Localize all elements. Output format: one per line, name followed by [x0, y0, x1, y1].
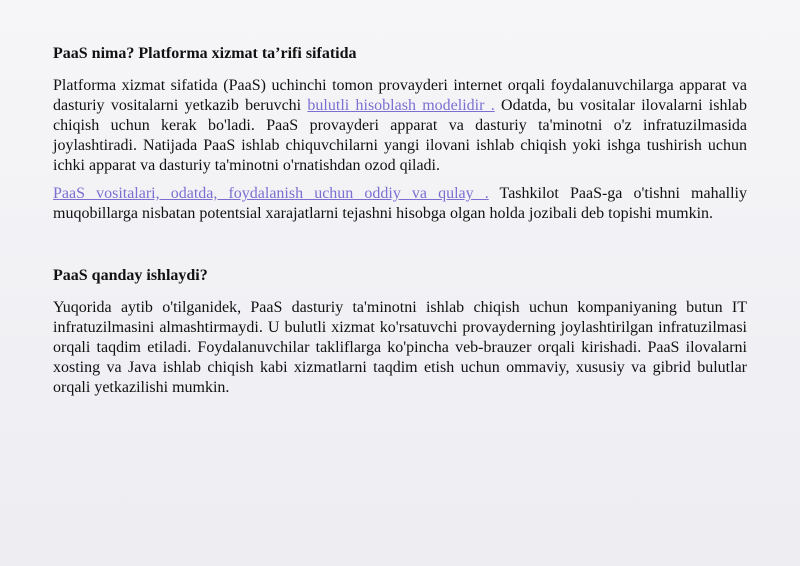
section-heading-paas-definition: PaaS nima? Platforma xizmat ta’rifi sifatida: [53, 45, 357, 62]
section-heading-how-paas-works: PaaS qanday ishlaydi?: [53, 267, 208, 284]
paragraph-how-paas-works: Yuqorida aytib o'tilganidek, PaaS dasturiy ta'minotni ishlab chiqish uchun kompaniyaning butun IT infratuzilmasini almashtirmaydi. U bulutli xizmat ko'rsatuvchi provayderning joylashtirilgan infratuzilmasi orqali taqdim etiladi. Foydalanuvchilar takliflarga ko'pincha veb-brauzer orqali kirishadi. PaaS ilovalarni xosting va Java ishlab chiqish kabi xizmatlarni taqdim etish uchun ommaviy, xususiy va gibrid bulutlar orqali yetkazilishi mumkin.: [53, 299, 747, 396]
link-paas-tools-simple[interactable]: PaaS vositalari, odatda, foydalanish uchun oddiy va qulay .: [53, 185, 489, 202]
paragraph-text: Platforma xizmat sifatida (PaaS) uchinchi tomon provayderi internet orqali foydalanuvchilarga apparat va dasturiy vositalarni yetkazib beruvchi: [53, 77, 747, 114]
paragraph-text: Odatda, bu vositalar ilovalarni ishlab chiqish uchun kerak bo'ladi. PaaS provayderi apparat va dasturiy ta'minotni o'z infratuzilmasida joylashtiradi. Natijada PaaS ishlab chiquvchilarni yangi ilovani ishlab chiqish yoki ishga tushirish uchun ichki apparat va dasturiy ta'minotni o'rnatishdan ozod qiladi.: [53, 97, 748, 174]
link-cloud-computing-model[interactable]: bulutli hisoblash modelidir .: [307, 97, 495, 114]
paragraph-paas-tools: [53, 184, 747, 224]
paragraph-text: Tashkilot PaaS-ga o'tishni mahalliy muqobillarga nisbatan potentsial xarajatlarni tejashni hisobga olgan holda jozibali deb topishi mumkin.: [53, 185, 747, 222]
paragraph-paas-definition: [53, 76, 747, 176]
article-body: [53, 44, 747, 398]
